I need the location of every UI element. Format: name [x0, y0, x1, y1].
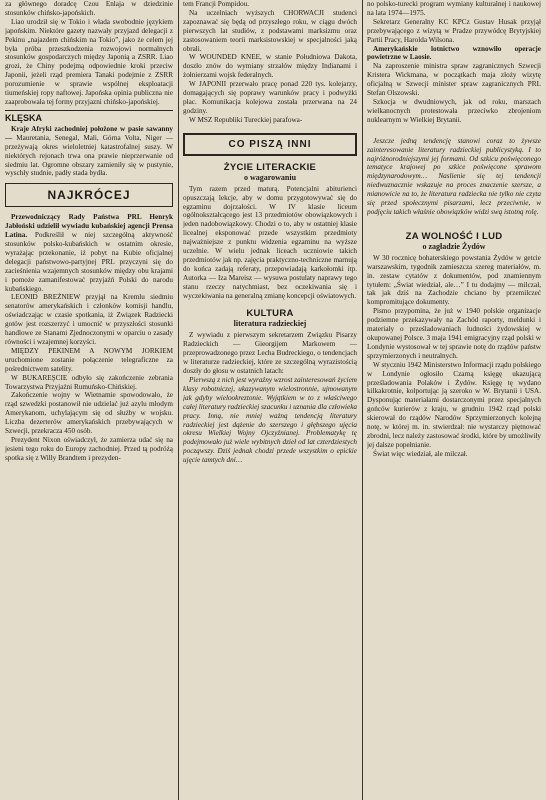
column-divider-2 — [362, 0, 363, 800]
kultura-lead: Z wywiadu z pierwszym sekretarzem Związku Pisarzy Radzieckich — Gieorgijem Markowem — przeprowadzonego przez Lecha Budreckiego, o tendencjach w literaturze radzieckiej, które ze szczególną wyrazistością doszły do głosu w ostatnich latach: — [183, 331, 357, 376]
news-item-bukareszt: W BUKAREŞCIE odbyło się zakończenie zebrania Towarzystwa Przyjaźni Rumuńsko-Chińskiej. — [5, 373, 173, 391]
news-item-turcja: W MSZ Republiki Tureckiej parafowa- — [189, 115, 303, 124]
column-divider-1 — [178, 0, 179, 800]
news-item-laos: Amerykańskie lotnictwo wznowiło operacje powietrzne w Laosie. — [367, 44, 541, 62]
zydzi-paragraph-2: Pismo przypomina, że już w 1940 polskie organizacje podziemne przekazywały na Zachód raporty, meldunki i materiały o prześladowaniach ludności żydowskiej w okupowanej Polsce. 3 maja 1941 emigracyjny rząd polski w Londynie wystosował w tej sprawie notę do rządów państw sprzymierzonych i neutralnych. — [367, 307, 541, 360]
kleska-lead: Kraje Afryki zachodniej położone w pasie sawanny — — [5, 124, 173, 142]
kleska-heading: KLĘSKA — [5, 110, 173, 123]
column-2 — [183, 0, 357, 800]
news-item-wickman: Na zaproszenie ministra spraw zagranicznych Szwecji Kristera Wickmana, w początkach maja złoży wizytę oficjalną w Szwecji minister spraw zagranicznych PRL Stefan Olszowski. — [367, 62, 541, 98]
zydzi-paragraph-end: Świat więc wiedział, ale milczał. — [373, 449, 468, 458]
co-pisza-inni-heading-box: CO PISZĄ INNI — [183, 133, 357, 156]
news-item-pekin: MIĘDZY PEKINEM A NOWYM JORKIEM uruchomione zostanie połączenie telegraficzne za pośrednictwem satelity. — [5, 346, 173, 373]
zycie-literackie-subtitle: o wagarowaniu — [243, 172, 297, 182]
za-wolnosc-title: ZA WOLNOŚĆ I LUD — [405, 230, 503, 242]
zydzi-paragraph-3: W styczniu 1942 Ministerstwo Informacji rządu polskiego w Londynie ogłosiło Czarną księgę ukazującą prześladowania Polaków i Żydów. Księgę tę wydano kilkakrotnie, kolportując ją szeroko w W. Brytanii i USA. Dysponując materiałami dostarczonymi przez specjalnych gońców kurierów z kraju, w grudniu 1942 rząd polski skierował do rządów Narodów Sprzymierzonych kolejną notę, w której m. in. stwierdzał: nie wystarczy piętnować zbrodni, lecz należy zastosować środki, które by umożliwiły jej dalsze popełnianie. — [367, 360, 541, 449]
news-item-wietnam: Zakończenie wojny w Wietnamie spowodowało, że rząd szwedzki postanowił nie udzielać już azylu młodym Amerykanom, uchylającym się od służby w wojsku. Liczba dezerterów amerykańskich przebywających w Szwecji, przekracza 450 osób. — [5, 391, 173, 436]
article-liao: Liao urodził się w Tokio i włada swobodnie językiem japońskim. Niektóre gazety nazwały przyjazd delegacji z Pekinu „najazdem chińskim na Tokio”, jako że celem jej była próba przeszkodzenia rozwojowi normalnych stosunków gospodarczych między Japonią a ZSRR. Liao grozi, że Chiny podejmą odpowiednie kroki przeciw Japonii, jeżeli rząd premiera Tanaki podejmie z ZSRR porozumienie w sprawie wspólnej eksploatacji tiumeńskiej ropy naftowej. Japońska opinia publiczna nie zaaprobowała tej formy przyjazni chińsko-japońskiej. — [5, 17, 173, 106]
zydzi-paragraph-1: W 30 rocznicę bohaterskiego powstania Żydów w getcie warszawskim, tygodnik zamieszcza szereg materiałów, m. in. zestaw cytatów z dokumentów, pod znamiennym tytułem: „Świat wiedział, ale…” I tu dodajmy — milczał, tak jak dziś na Zachodzie chciano by przemilczeć kompromitujące dokumenty. — [367, 253, 541, 307]
kultura-subtitle: literatura radzieckiej — [233, 319, 307, 329]
kultura-title: KULTURA — [246, 308, 294, 320]
news-cont-pompidou: tem Francji Pompidou. — [183, 0, 250, 8]
najkrocej-heading-box: NAJKRÓCEJ — [5, 183, 173, 207]
column-1 — [5, 0, 173, 800]
news-item-jablonski — [5, 213, 173, 293]
news-item-brezniew: LEONID BREŻNIEW przyjął na Kremlu siedmiu senatorów amerykańskich i członków komisji handlu, oświadczając w czasie spotkania, iż Związek Radziecki gotów jest rozszerzyć i umocnić w przyszłości stosunki handlowe ze Stanami Zjednoczonymi w oparciu o zasady równości i wzajemnej korzyści. — [5, 293, 173, 346]
zycie-literackie-body: Tym razem przed maturą. Potencjalni abiturienci opuszczają lekcje, aby w domu przygotowywać się do egzaminu dojrzałości. W IV klasie liceum ogólnokształcącego jest 13 przedmiotów obowiązkowych i jeden nadobowiązkowy. Chodzi o to, aby w ostatniej klasie licealnej eksponować przede wszystkim przedmioty najważniejsze z punktu widzenia egzaminu na wyższe uczelnie. W wielu jednak liceach uczniowie takich przedmiotów jak np. zajęcia praktyczno-techniczne marnują do końca zadają referaty, przepowiadają karkołomki itp. Autorka — Iza Mareisz — wysuwa postulaty naprawy tego stanu rzeczy natychmiast, bez oczekiwania się i wyczekiwania na generalną zmianę koncepcji oświatowych. — [183, 184, 357, 300]
news-item-szkocja: Szkocja w dwudniowych, jak od roku, marszach wielkanocnych protestowała przeciwko zbrojeniom nuklearnym w Wielkiej Brytanii. — [367, 97, 541, 124]
zycie-literackie-title: ŻYCIE LITERACKIE — [223, 161, 317, 173]
news-item-japonia: W JAPONII przerwało pracę ponad 220 tys. kolejarzy, domagających się poprawy warunków pracy i podwyżki płac. Komunikacja kolejowa została przerwana na 24 godziny. — [183, 80, 357, 115]
article-intro: za głównego doradcę Czou Enlaja w dziedzinie stosunków chińsko-japońskich. — [5, 0, 173, 17]
kleska-text — [5, 125, 173, 178]
news-item-husak: Sekretarz Generalny KC KPCz Gustav Husak przyjął przebywającego z wizytą w Pradze przywódcę Brytyjskiej Partii Pracy, Harolda Wilsona. — [367, 17, 541, 44]
za-wolnosc-subtitle: o zagładzie Żydów — [422, 241, 486, 251]
column-3 — [367, 0, 541, 800]
news-body: Podkreślił w niej szczególną aktywność stosunków polsko-kubańskich w ostatnim okresie, wyrażając przekonanie, iż pobyt na Kubie oficjalnej delegacji państwowo-partyjnej PRL przyczyni się do zacieśnienia wzajemnych stosunków między obu krajami i pomoże zamanifestować przyjaźń Polski do narodu kubańskiego. — [5, 231, 173, 293]
news-item-chorwacja: Na uczelniach wyższych CHORWACJI studenci zapoznawać się będą od przyszłego roku, w ciągu dwóch pierwszych lat studiów, z podstawami marksizmu oraz zastosowaniem teorii marksistowskiej w specjalności jaką obrali. — [183, 8, 357, 53]
news-lead: Przewodniczący Rady Państwa PRL Henryk Jabłoński udzielił wywiadu kubańskiej agencji Prensa Latina. — [5, 213, 173, 240]
kultura-quote: Pierwszą z nich jest wyraźny wzrost zainteresowań życiem klasy robotniczej, ukazywanym wielostronnie, ujmowanym jak gdyby wielookreztonie. Wyjątkiem w to z właściwego całej literatury radzieckiej szacunku i uznania dla człowieka pracy. Inną, nie mniej ważną tendencją literatury radzieckiej jest dążenie do szerszego i głębszego ujęcia okresu Wielkiej Wojny Ojczyźnianej. Problematykę tę podejmowało już wiele wybitnych dzieł od lat czterdziestych począwszy. Dziś jednak chodzi przede wszystkim o epickie ujęcie tamtych dni… — [183, 376, 357, 465]
kleska-body: Mauretania, Senegal, Mali, Górna Volta, Niger — przeżywają okres wieloletniej katastrofalnej suszy. W niektórych rejonach trwa ona prawie nieprzerwanie od siedmiu lat. Ogromne obszary zamieniły się w pustynie, wyschły studnie, padły stada bydła. — [5, 133, 173, 178]
news-item-wounded-knee: W WOUNDED KNEE, w stanie Południowa Dakota, doszło znów do wymiany strzałów między Indianami i żołnierzami wojsk federalnych. — [183, 53, 357, 80]
news-cont-turcja: no polsko-turecki program wymiany kulturalnej i naukowej na lata 1974—1975. — [367, 0, 541, 17]
literatura-continuation: Jeszcze jedną tendencję stanowi coraz to żywsze zainteresowanie literatury radzieckiej publicystyką. I to najróżnorodniejszymi jej formami. Od szkicu poświęconego tematyce krajowej po szkice poświęcone sprawom międzynarodowym… Naslienie się tej tendencji niedwuznacznie wskazuje na proces znaczenie szersze, a mianowicie na to, że literatura radziecka nie tylko nie czyta się przed społecznymi pisarzami, lecz przeciwnie, w podjęciu takich właśnie obowiązków widzi swą istotną rolę. — [367, 136, 541, 216]
news-item-nixon: Prezydent Nixon oświadczył, że zamierza udać się na jesieni tego roku do Europy zachodniej. Przed tą podróżą spotka się z Willy Brandtem i prezyden- — [5, 435, 173, 462]
